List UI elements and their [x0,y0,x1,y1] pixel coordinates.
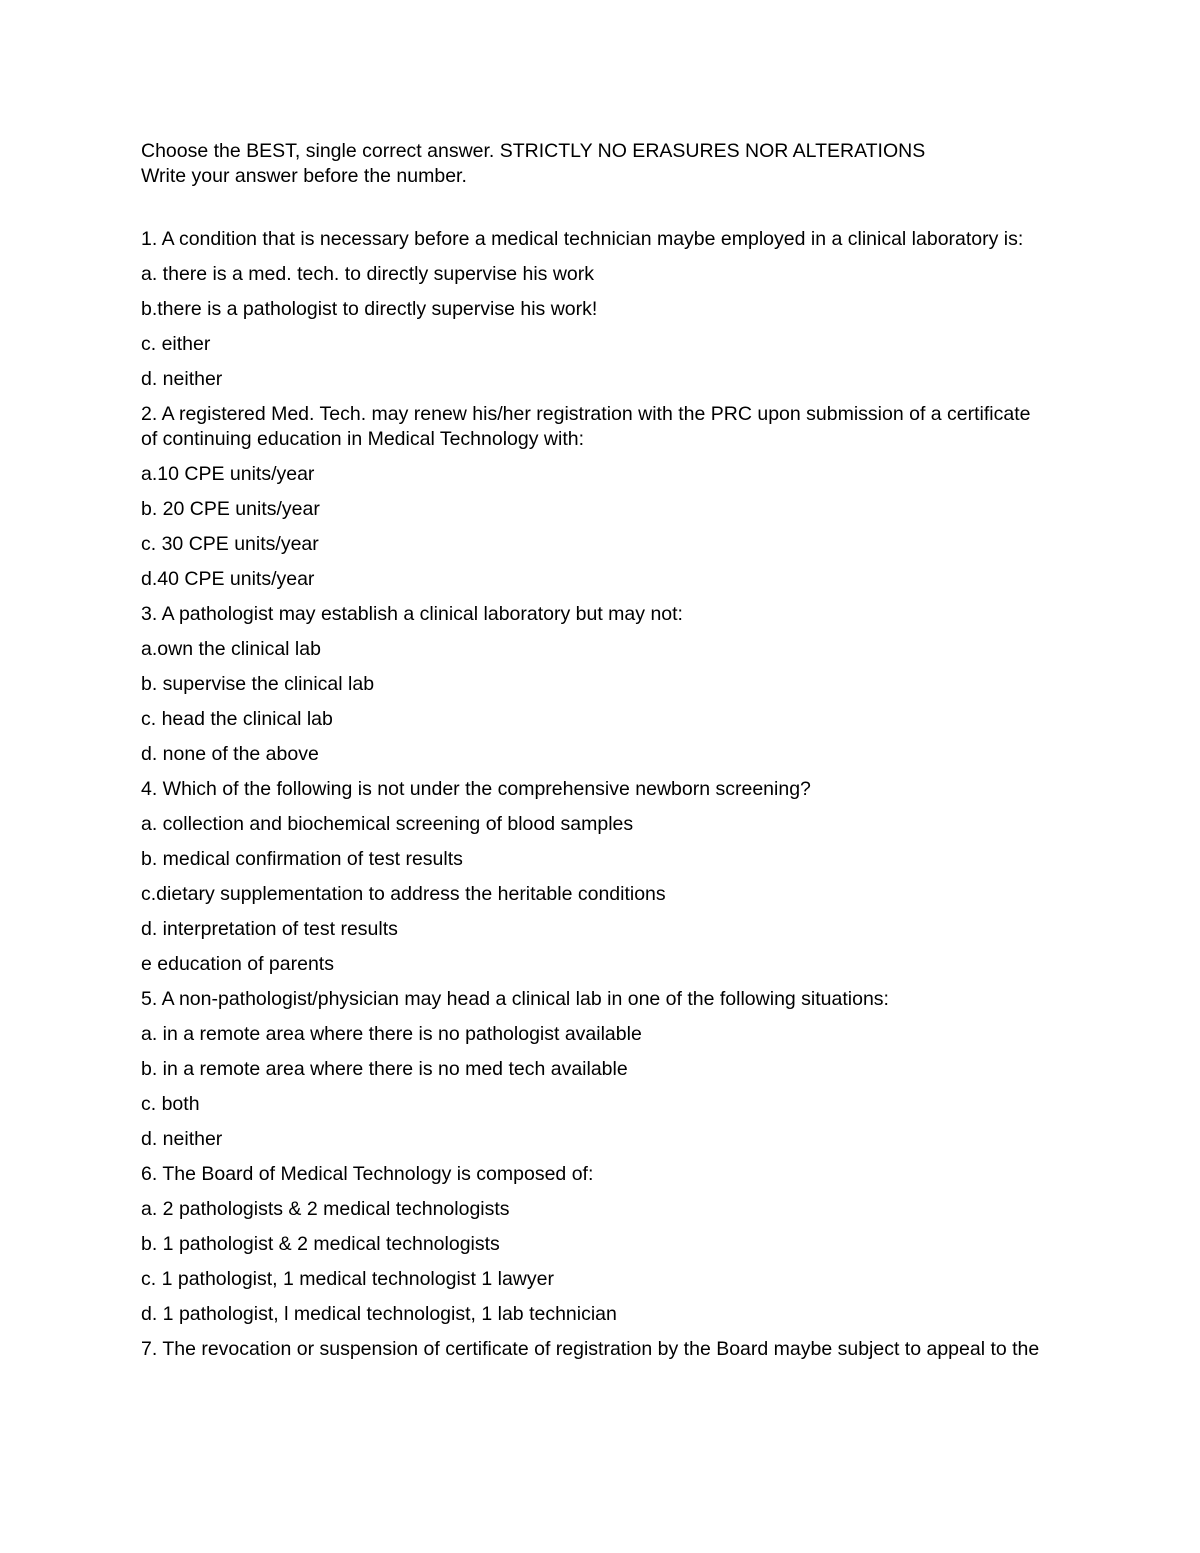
q3-option-d: d. none of the above [141,743,319,765]
question-4: 4. Which of the following is not under the comprehensive newborn screening? [141,778,811,800]
q2-option-a: a.10 CPE units/year [141,463,315,485]
q3-option-b: b. supervise the clinical lab [141,673,375,695]
q4-option-e: e education of parents [141,953,334,975]
q1-option-d: d. neither [141,368,223,390]
document-body [141,139,1041,1362]
question-3: 3. A pathologist may establish a clinical laboratory but may not: [141,603,683,625]
q4-option-a: a. collection and biochemical screening of blood samples [141,813,634,835]
question-5: 5. A non-pathologist/physician may head a clinical lab in one of the following situations: [141,988,889,1010]
q4-option-d: d. interpretation of test results [141,918,398,940]
instructions-line-2: Write your answer before the number. [141,165,467,187]
q3-option-a: a.own the clinical lab [141,638,321,660]
q2-option-b: b. 20 CPE units/year [141,498,320,520]
question-2: 2. A registered Med. Tech. may renew his/her registration with the PRC upon submission of a certificate of continuing education in Medical Technology with: [141,403,1031,450]
q6-option-d: d. 1 pathologist, l medical technologist, 1 lab technician [141,1303,617,1325]
q6-option-b: b. 1 pathologist & 2 medical technologists [141,1233,500,1255]
q2-option-c: c. 30 CPE units/year [141,533,319,555]
q6-option-c: c. 1 pathologist, 1 medical technologist 1 lawyer [141,1268,554,1290]
q5-option-d: d. neither [141,1128,223,1150]
q1-option-a: a. there is a med. tech. to directly supervise his work [141,263,595,285]
question-6: 6. The Board of Medical Technology is composed of: [141,1163,594,1185]
q1-option-b: b.there is a pathologist to directly supervise his work! [141,298,598,320]
question-7: 7. The revocation or suspension of certificate of registration by the Board maybe subject to appeal to the [141,1338,1040,1360]
q3-option-c: c. head the clinical lab [141,708,333,730]
q5-option-a: a. in a remote area where there is no pathologist available [141,1023,642,1045]
q1-option-c: c. either [141,333,211,355]
q5-option-b: b. in a remote area where there is no med tech available [141,1058,628,1080]
question-1: 1. A condition that is necessary before a medical technician maybe employed in a clinical laboratory is: [141,228,1024,250]
q6-option-a: a. 2 pathologists & 2 medical technologists [141,1198,510,1220]
q2-option-d: d.40 CPE units/year [141,568,315,590]
q5-option-c: c. both [141,1093,200,1115]
q4-option-b: b. medical confirmation of test results [141,848,463,870]
q4-option-c: c.dietary supplementation to address the heritable conditions [141,883,666,905]
instructions-line-1: Choose the BEST, single correct answer. STRICTLY NO ERASURES NOR ALTERATIONS [141,140,926,162]
